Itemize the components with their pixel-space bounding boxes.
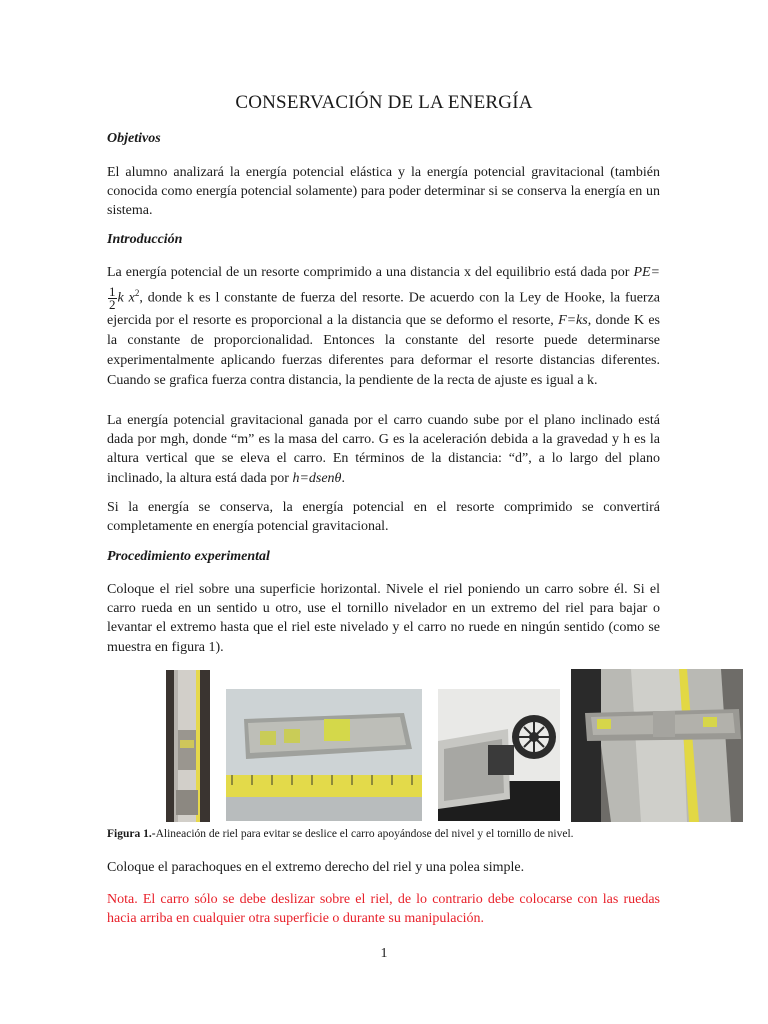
intro-text-b: , donde k es l constante de fuerza del resorte. De acuerdo con la Ley de Hooke, la fuerza ejercida por el resorte es proporcional a la distancia que se deformo el resorte, [107, 290, 661, 328]
note-paragraph: Nota. El carro sólo se debe deslizar sobre el riel, de lo contrario debe colocarse con las ruedas hacia arriba en cualquier otra superficie o durante su manipulación. [107, 892, 660, 927]
figure-caption-text: Alineación de riel para evitar se deslice el carro apoyándose del nivel y el tornillo de nivel. [155, 828, 574, 840]
paragraph-intro-3: Si la energía se conserva, la energía potencial en el resorte comprimido se convertirá completamente en energía potencial gravitacional. [107, 500, 660, 535]
page-number: 1 [380, 946, 388, 961]
formula-hooke: F=ks [558, 312, 588, 328]
formula-pe-fraction [108, 283, 117, 312]
photo-level-close-up [571, 669, 743, 822]
photo-leveling-screw [438, 689, 560, 821]
formula-pe-denominator: 2 [109, 296, 116, 312]
intro-text-c: , donde K es la constante de proporcionalidad. Entonces la constante del resorte puede determinarse experimentalmente aplicando fuerzas diferentes para deformar el resorte distancias diferentes. Cuando se grafica fuerza contra distancia, la pendiente de la recta de ajuste es igual a k. [107, 312, 660, 388]
formula-pe-exponent: 2 [134, 288, 140, 298]
paragraph-intro-2 [107, 411, 660, 488]
formula-height: h=dsenθ [292, 470, 342, 486]
intro-text-a: La energía potencial de un resorte comprimido a una distancia x del equilibrio está dada por [107, 265, 630, 280]
heading-procedimiento: Procedimiento experimental [107, 549, 270, 564]
photo-level-on-rail [226, 689, 422, 821]
page-title: CONSERVACIÓN DE LA ENERGÍA [235, 92, 533, 113]
intro2-text-a: La energía potencial gravitacional ganada por el carro cuando sube por el plano inclinado está dada por mgh, donde “m” es la masa del carro. G es la aceleración debida a la gravedad y h es la altura vertical que se eleva el carro. En términos de la distancia: “d”, a lo largo del plano inclinado, la altura está dada por [107, 413, 660, 486]
paragraph-procedimiento-2: Coloque el parachoques en el extremo derecho del riel y una polea simple. [107, 860, 525, 875]
formula-pe-rhs: k x [117, 290, 135, 306]
level-on-rail-image [226, 689, 422, 821]
leveling-screw-image [438, 689, 560, 821]
heading-objetivos: Objetivos [107, 131, 161, 146]
heading-introduccion: Introducción [107, 232, 183, 247]
paragraph-objetivos: El alumno analizará la energía potencial elástica y la energía potencial gravitacional (también conocida como energía potencial solamente) para poder determinar si se conserva la energía en un sistema. [107, 165, 660, 219]
paragraph-intro-1 [107, 263, 660, 391]
formula-pe-numerator: 1 [109, 283, 116, 299]
figure-caption-label: Figura 1.- [107, 828, 156, 840]
rail-vertical-image [166, 670, 210, 822]
figure-caption [107, 828, 574, 840]
level-close-up-image [571, 669, 743, 822]
photo-rail-vertical [166, 670, 210, 822]
intro2-text-b: . [341, 470, 345, 486]
formula-pe-lhs: PE= [633, 265, 661, 280]
paragraph-procedimiento-1: Coloque el riel sobre una superficie horizontal. Nivele el riel poniendo un carro sobre él. Si el carro rueda en un sentido u otro, use el tornillo nivelador en un extremo del riel para bajar o levantar el extremo hasta que el riel este nivelado y el carro no ruede en ningún sentido (como se muestra en figura 1). [107, 582, 660, 655]
